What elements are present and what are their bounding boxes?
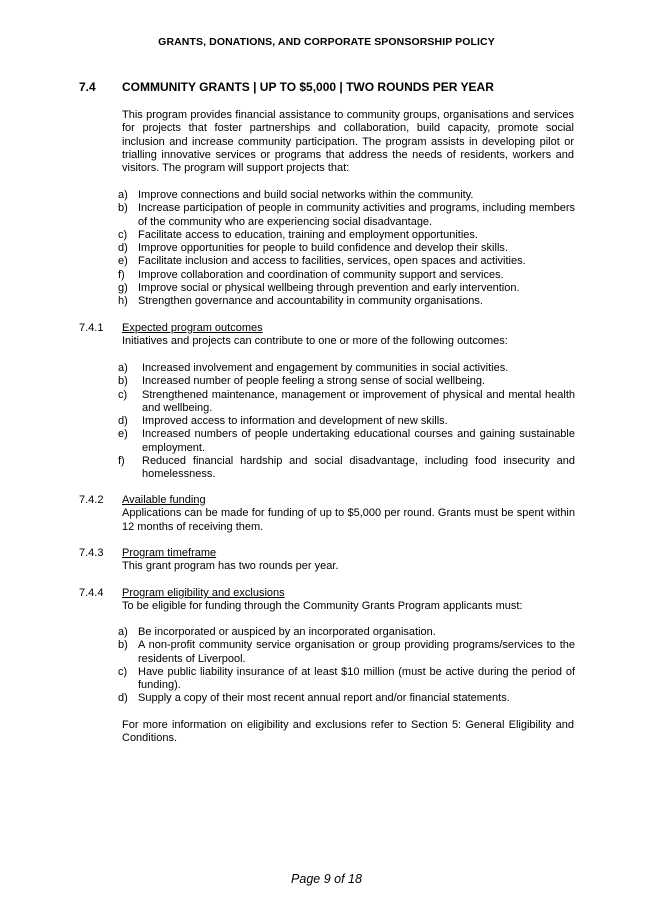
list-marker: g) [118, 282, 128, 295]
list-item [118, 666, 575, 693]
list-marker: c) [118, 388, 128, 401]
list-item [118, 189, 575, 202]
eligibility-closing-note: For more information on eligibility and exclusions refer to Section 5: General Eligibility and Conditions. [122, 719, 574, 745]
list-marker: d) [118, 415, 128, 428]
list-marker: b) [118, 202, 128, 215]
eligibility-list [118, 626, 575, 706]
list-item-text: Improve social or physical wellbeing through prevention and early intervention. [138, 282, 520, 295]
list-item-text: Improved access to information and development of new skills. [142, 415, 448, 428]
list-marker: b) [118, 639, 128, 652]
list-item [118, 375, 575, 388]
list-item-text: Reduced financial hardship and social disadvantage, including food insecurity and homelessness. [142, 455, 575, 481]
subsection-heading: Available funding [122, 494, 206, 506]
list-item [118, 389, 575, 416]
page-number: Page 9 of 18 [291, 872, 362, 886]
subsection-text: Applications can be made for funding of up to $5,000 per round. Grants must be spent within 12 months of receiving them. [122, 507, 575, 533]
list-item [118, 626, 575, 639]
list-item-text: Facilitate access to education, training and employment opportunities. [138, 228, 478, 241]
list-marker: c) [118, 665, 128, 678]
list-item-text: Strengthen governance and accountability in community organisations. [138, 295, 483, 308]
list-item-text: Supply a copy of their most recent annual report and/or financial statements. [138, 692, 510, 705]
subsection-number: 7.4.4 [79, 587, 104, 599]
list-item-text: Improve opportunities for people to build confidence and develop their skills. [138, 242, 508, 255]
list-item [118, 428, 575, 455]
list-marker: d) [118, 242, 128, 255]
section-number: 7.4 [79, 80, 96, 94]
list-item [118, 639, 575, 666]
subsection-heading: Program eligibility and exclusions [122, 587, 285, 599]
list-item-text: Improve collaboration and coordination of community support and services. [138, 268, 504, 281]
list-item [118, 455, 575, 482]
list-item-text: Improve connections and build social networks within the community. [138, 189, 474, 201]
list-item-text: Strengthened maintenance, management or improvement of physical and mental health and wellbeing. [142, 388, 575, 414]
list-marker: d) [118, 692, 128, 705]
subsection-number: 7.4.3 [79, 547, 104, 559]
list-marker: a) [118, 626, 128, 638]
list-item [118, 255, 575, 268]
list-item-text: Increased number of people feeling a strong sense of social wellbeing. [142, 375, 486, 388]
list-marker: a) [118, 362, 128, 374]
subsection-intro: Initiatives and projects can contribute to one or more of the following outcomes: [122, 335, 508, 348]
list-marker: e) [118, 255, 128, 268]
document-header: GRANTS, DONATIONS, AND CORPORATE SPONSORSHIP POLICY [158, 36, 495, 48]
list-marker: e) [118, 428, 128, 441]
list-marker: f) [118, 455, 125, 468]
subsection-text: This grant program has two rounds per year. [122, 560, 339, 573]
list-item-text: Have public liability insurance of at least $10 million (must be active during the period of funding). [138, 665, 575, 692]
subsection-outcomes [79, 322, 575, 349]
list-item [118, 692, 575, 705]
list-item [118, 362, 575, 375]
list-item [118, 229, 575, 242]
section-title: COMMUNITY GRANTS | UP TO $5,000 | TWO ROUNDS PER YEAR [122, 80, 494, 94]
list-marker: f) [118, 268, 125, 281]
list-item-text: Facilitate inclusion and access to facilities, services, open spaces and activities. [138, 255, 526, 268]
subsection-intro: To be eligible for funding through the Community Grants Program applicants must: [122, 600, 523, 613]
section-heading [79, 80, 494, 94]
list-item-text: Be incorporated or auspiced by an incorporated organisation. [138, 626, 436, 638]
list-item [118, 269, 575, 282]
list-item-text: A non-profit community service organisation or group providing programs/services to the residents of Liverpool. [138, 639, 575, 665]
subsection-timeframe [79, 547, 575, 574]
outcomes-list [118, 362, 575, 482]
list-item [118, 415, 575, 428]
subsection-heading: Program timeframe [122, 547, 217, 559]
list-marker: a) [118, 189, 128, 201]
list-item [118, 282, 575, 295]
program-aims-list [118, 189, 575, 309]
list-item [118, 295, 575, 308]
list-marker: b) [118, 375, 128, 388]
list-item [118, 202, 575, 229]
list-item-text: Increased involvement and engagement by communities in social activities. [142, 362, 509, 374]
section-intro: This program provides financial assistance to community groups, organisations and services for projects that foster partnerships and collaboration, build capacity, promote social inclusion and increase community participation. The program assists in developing pilot or trialling innovative services or programs that address the needs of residents, workers and visitors. The program will support projects that: [122, 109, 574, 175]
list-item-text: Increased numbers of people undertaking educational courses and gaining sustainable employment. [142, 428, 575, 454]
subsection-number: 7.4.1 [79, 322, 104, 334]
subsection-heading: Expected program outcomes [122, 322, 263, 334]
subsection-eligibility [79, 587, 575, 614]
subsection-funding [79, 494, 575, 534]
list-marker: c) [118, 228, 128, 241]
subsection-number: 7.4.2 [79, 494, 104, 506]
list-item-text: Increase participation of people in community activities and programs, including members of the community who are experiencing social disadvantage. [138, 202, 575, 228]
list-item [118, 242, 575, 255]
list-marker: h) [118, 295, 128, 308]
